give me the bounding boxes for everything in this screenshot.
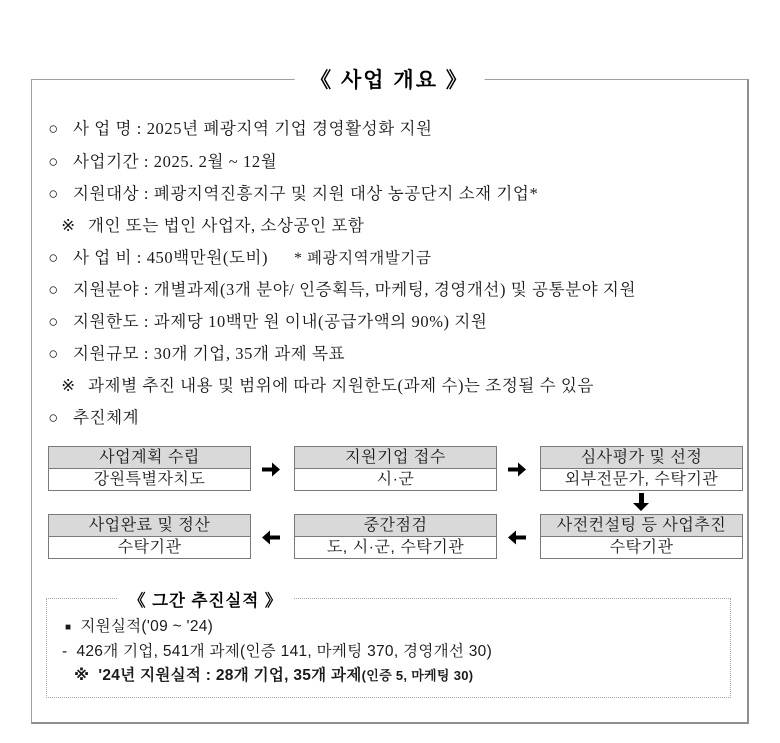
performance-line-detail [62,641,492,663]
flow-box-header: 사업계획 수립 [48,446,251,469]
page-title: 《 사업 개요 》 [294,64,485,94]
line-text: 지원실적('09 ~ '24) [80,618,214,635]
flow-box-consulting [540,514,743,559]
flow-box-apply [294,446,497,491]
overview-line-target [45,182,538,206]
flow-box-body: 외부전문가, 수탁기관 [540,469,743,491]
left-arrow-icon [507,529,527,551]
line-text: 지원한도 : 과제당 10백만 원 이내(공급가액의 90%) 지원 [73,312,488,331]
flow-box-body: 수탁기관 [48,537,251,559]
overview-line-system [45,406,139,430]
flow-box-header: 심사평가 및 선정 [540,446,743,469]
line-text: 추진체계 [73,408,140,427]
performance-line-2024 [74,665,473,687]
circle-bullet-icon: ○ [48,152,59,171]
line-text: 사 업 비 : 450백만원(도비) [73,248,269,267]
dash-bullet-icon: - [62,643,68,660]
line-text: 사 업 명 : 2025년 폐광지역 기업 경영활성화 지원 [73,119,433,138]
flow-box-settlement [48,514,251,559]
overview-subline-target-note [60,214,364,238]
circle-bullet-icon: ○ [48,248,59,267]
right-arrow-icon [261,461,281,483]
line-text: 426개 기업, 541개 과제(인증 141, 마케팅 370, 경영개선 30) [76,643,493,660]
overview-subline-adjust-note [60,374,594,398]
flow-box-body: 시·군 [294,469,497,491]
reference-mark-icon: ※ [74,667,90,684]
performance-line-total [65,616,213,638]
flow-box-midcheck [294,514,497,559]
flow-box-body: 도, 시·군, 수탁기관 [294,537,497,559]
circle-bullet-icon: ○ [48,184,59,203]
left-arrow-icon [261,529,281,551]
flow-box-body: 강원특별자치도 [48,469,251,491]
right-arrow-icon [507,461,527,483]
flow-box-header: 중간점검 [294,514,497,537]
flow-box-header: 지원기업 접수 [294,446,497,469]
flow-box-body: 수탁기관 [540,537,743,559]
square-bullet-icon: ■ [65,622,72,633]
circle-bullet-icon: ○ [48,312,59,331]
circle-bullet-icon: ○ [48,280,59,299]
circle-bullet-icon: ○ [48,119,59,138]
flow-box-header: 사전컨설팅 등 사업추진 [540,514,743,537]
line-text-small: (인증 5, 마케팅 30) [361,668,474,683]
overview-line-project-name [45,117,433,141]
line-text: 지원규모 : 30개 기업, 35개 과제 목표 [73,344,346,363]
overview-line-scale [45,342,345,366]
flow-box-evaluation [540,446,743,491]
line-text-bold: '24년 지원실적 : 28개 기업, 35개 과제 [98,667,362,684]
overview-line-period [45,150,277,174]
line-text: 지원분야 : 개별과제(3개 분야/ 인증획득, 마케팅, 경영개선) 및 공통분야 지원 [73,280,637,299]
reference-mark-icon: ※ [61,376,76,395]
line-text: 지원대상 : 폐광지역진흥지구 및 지원 대상 농공단지 소재 기업* [73,184,539,203]
flow-box-plan [48,446,251,491]
overview-line-limit [45,310,487,334]
circle-bullet-icon: ○ [48,344,59,363]
performance-box [46,592,731,698]
overview-line-fields [45,278,636,302]
budget-fund-note: * 폐광지역개발기금 [294,250,432,267]
line-text: 개인 또는 법인 사업자, 소상공인 포함 [88,216,365,235]
circle-bullet-icon: ○ [48,408,59,427]
flow-box-header: 사업완료 및 정산 [48,514,251,537]
reference-mark-icon: ※ [61,216,76,235]
line-text: 사업기간 : 2025. 2월 ~ 12월 [73,152,278,171]
overview-line-budget [45,246,432,270]
performance-title: 《 그간 추진실적 》 [117,587,294,611]
line-text: 과제별 추진 내용 및 범위에 따라 지원한도(과제 수)는 조정될 수 있음 [88,376,594,395]
